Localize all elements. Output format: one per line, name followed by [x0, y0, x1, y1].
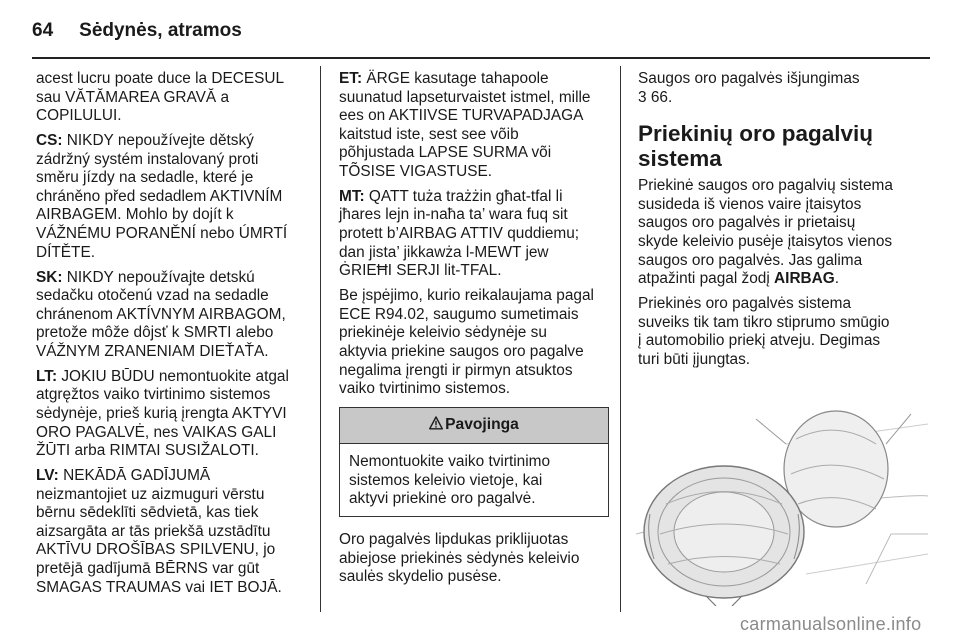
danger-box-text: Nemontuokite vaiko tvirtinimo sistemos keleivio vietoje, kai aktyvi priekinė oro pagalvė. [349, 453, 551, 508]
airbag-period: . [834, 270, 840, 288]
watermark: carmanualsonline.info [740, 614, 922, 634]
lv-text: NEKĀDĀ GADĪJUMĀ neizmantojiet uz aizmuguri vērstu bērnu sēdeklīti sēdvietā, kas tiek aizsargāta ar tās priekšā uzstādītu AKTĪVU DROŠĪBAS SPILVENU, jo pretējā gadījumā BĒRNS var gūt SMAGAS TRAUMAS vai IET BOJĀ. [36, 467, 282, 596]
column-1 [36, 70, 310, 604]
section-heading: Priekinių oro pagalvių sistema [638, 121, 874, 172]
page-number: 64 [32, 20, 54, 41]
column-divider [320, 66, 321, 612]
cs-label: CS: [36, 132, 63, 150]
page-reference: 3 66. [638, 88, 673, 106]
mt-text: QATT tuża trażżin għat-tfal li jħares lejn in-naħa ta’ wara fuq sit protett b’AIRBAG ATTIV quddiemu; dan jista’ jikkawża l-MEWT jew ĠRIEĦI SERJI lit-TFAL. [339, 187, 580, 280]
disable-reference [638, 70, 934, 107]
lt-warning [36, 368, 310, 461]
et-text: ÄRGE kasutage tahapoole suunatud lapseturvaistet istmel, mille ees on AKTIIVSE TURVAPADJAGA kaitstud iste, sest see võib põhjustada LAPSE SURMA või TÕSISE VIGASTUSE. [339, 70, 591, 180]
cs-warning [36, 132, 310, 262]
page-title: Sėdynės, atramos [79, 20, 242, 41]
airbag-system-paragraph [638, 177, 934, 289]
lt-label: LT: [36, 367, 58, 385]
lv-warning [36, 467, 310, 597]
mt-label: MT: [339, 187, 365, 205]
column-divider [620, 66, 621, 612]
column-2 [339, 70, 609, 593]
lv-label: LV: [36, 467, 59, 485]
sk-warning [36, 269, 310, 362]
et-label: ET: [339, 70, 363, 87]
et-warning [339, 70, 609, 182]
airbag-system-text: Priekinė saugos oro pagalvių sistema susideda iš vienos vaire įtaisytos saugos oro pagalvės ir prietaisų skyde keleivio pusėje įtaisytos vienos saugos oro pagalvės. Jas galima atpažinti pagal žodį [638, 177, 893, 288]
airbag-illustration [636, 384, 928, 606]
danger-box-title [340, 408, 608, 445]
deployment-paragraph: Priekinės oro pagalvės sistema suveiks tik tam tikro stiprumo smūgio į automobilio priekį atveju. Degimas turi būti įjungtas. [638, 295, 890, 368]
danger-box-title-text: Pavojinga [445, 415, 519, 433]
airbag-keyword: AIRBAG [774, 270, 835, 288]
disable-text: Saugos oro pagalvės išjungimas [638, 70, 860, 87]
ece-paragraph: Be įspėjimo, kurio reikalaujama pagal ECE R94.02, saugumo sumetimais priekinėje keleivio sėdynėje su aktyvia priekine saugos oro pagalve negalima įrengti ir pirmyn atsuktos vaiko tvirtinimo sistemos. [339, 287, 594, 398]
page-header [32, 20, 242, 42]
intro-paragraph: acest lucru poate duce la DECESUL sau VĂTĂMAREA GRAVĂ a COPILULUI. [36, 70, 285, 125]
sk-label: SK: [36, 268, 63, 286]
column-3 [638, 70, 934, 376]
sticker-paragraph: Oro pagalvės lipdukas priklijuotas abiejose priekinės sėdynės keleivio saulės skydelio pusėse. [339, 531, 580, 586]
header-rule [32, 57, 930, 59]
cs-text: NIKDY nepoužívejte dětský zádržný systém instalovaný proti směru jízdy na sedadle, které je chráněno před sedadlem AKTIVNÍM AIRBAGEM. Mohlo by dojít k VÁŽNÉMU PORANĚNÍ nebo ÚMRTÍ DÍTĚTE. [36, 132, 288, 261]
danger-box [339, 407, 609, 517]
mt-warning [339, 188, 609, 281]
lt-text: JOKIU BŪDU nemontuokite atgal atgręžtos vaiko tvirtinimo sistemos sėdynėje, prieš kurią įrengta AKTYVI ORO PAGALVĖ, nes VAIKAS GALI ŽŪTI arba RIMTAI SUSIŽALOTI. [36, 367, 289, 460]
sk-text: NIKDY nepoužívajte detskú sedačku otočenú vzad na sedadle chránenom AKTÍVNYM AIRBAGOM, pretože môže dôjsť k SMRTI alebo VÁŽNYM ZRANENIAM DIEŤAŤA. [36, 268, 286, 360]
warning-triangle-icon [429, 416, 443, 430]
